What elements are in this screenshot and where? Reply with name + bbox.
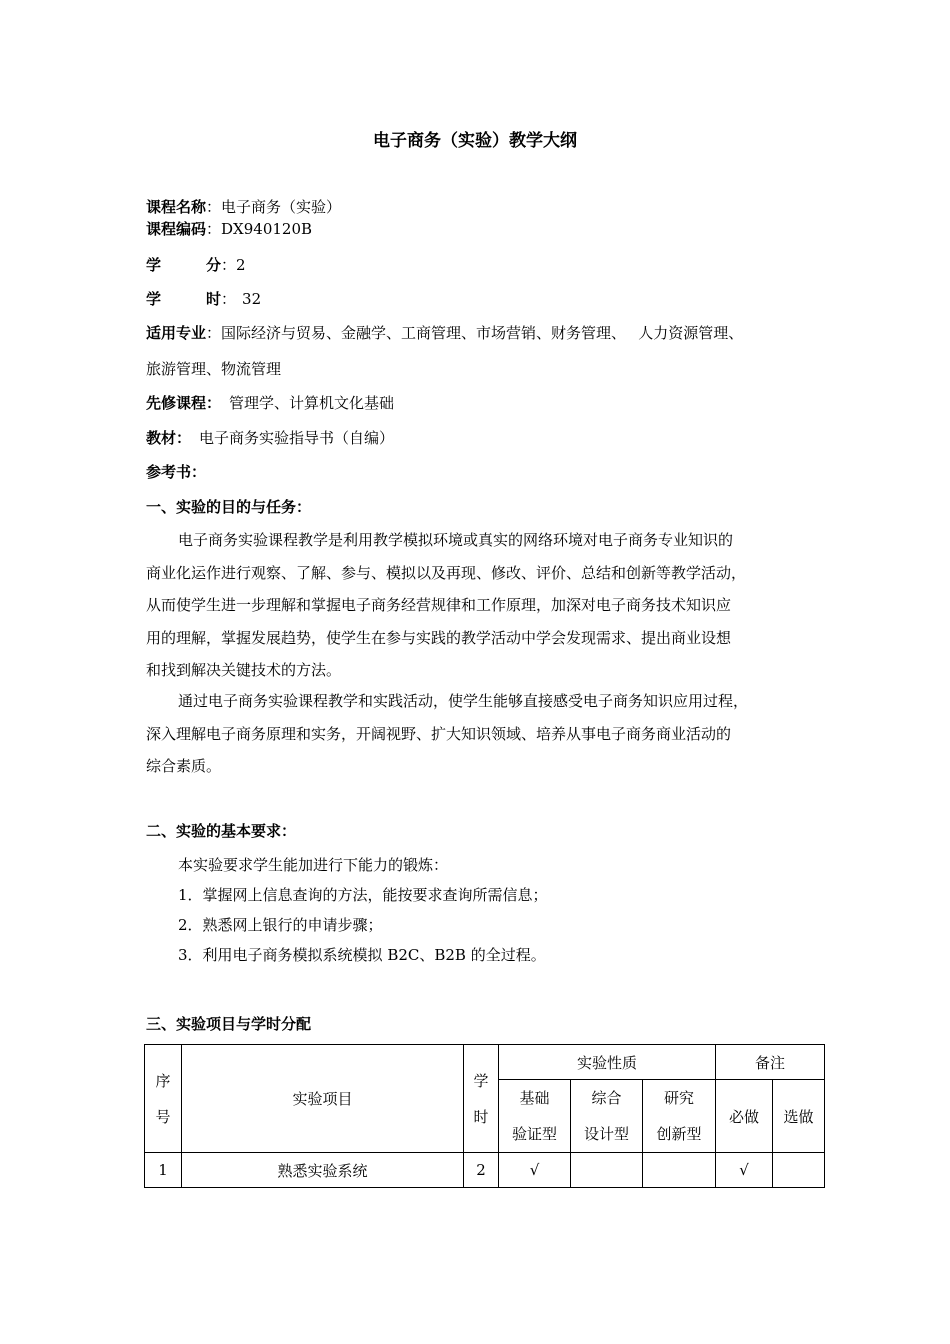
meta-sep: ：: [221, 290, 237, 308]
cell-hours: 2: [464, 1153, 499, 1188]
cell-optional: [773, 1153, 825, 1188]
hours-allocation-table: [144, 1044, 825, 1188]
meta-value: 国际经济与贸易、金融学、工商管理、市场营销、财务管理、 人力资源管理、: [221, 324, 744, 342]
section2-intro: 本实验要求学生能加进行下能力的锻炼：: [178, 856, 449, 874]
meta-value: 电子商务实验指导书（自编）: [199, 429, 395, 447]
cell-research: [643, 1153, 716, 1188]
meta-label: 课程编码: [146, 220, 207, 238]
meta-sep: ：: [206, 198, 222, 216]
table-row: [145, 1153, 825, 1188]
paragraph-line: 用的理解，掌握发展趋势，使学生在参与实践的教学活动中学会发现需求、提出商业设想: [146, 628, 732, 647]
paragraph-line: 和找到解决关键技术的方法。: [146, 661, 342, 679]
header-basic: 基础 验证型: [499, 1080, 571, 1153]
header-comprehensive: 综合 设计型: [571, 1080, 643, 1153]
paragraph-line: 电子商务实验课程教学是利用教学模拟环境或真实的网络环境对电子商务专业知识的: [178, 531, 734, 549]
meta-label: 适用专业: [146, 324, 207, 342]
header-research: 研究 创新型: [643, 1080, 716, 1153]
paragraph-line: 深入理解电子商务原理和实务，开阔视野、扩大知识领域、培养从事电子商务商业活动的: [146, 724, 732, 743]
section1-heading: 一、实验的目的与任务：: [146, 498, 312, 516]
meta-value: 32: [242, 290, 262, 308]
meta-sep: ：: [206, 220, 222, 238]
paragraph-line: 综合素质。: [146, 757, 222, 775]
cell-comprehensive: [571, 1153, 643, 1188]
meta-label: 学 时: [146, 290, 222, 308]
credits-line: [146, 254, 246, 276]
section3-heading: 三、实验项目与学时分配: [146, 1015, 312, 1033]
meta-sep: ：: [221, 256, 237, 274]
majors-continued-line: [146, 358, 281, 380]
paragraph-line: 商业化运作进行观察、了解、参与、模拟以及再现、修改、评价、总结和创新等教学活动，: [146, 563, 747, 582]
meta-value: 管理学、计算机文化基础: [229, 394, 395, 412]
list-item: 1．掌握网上信息查询的方法，能按要求查询所需信息；: [178, 886, 548, 904]
header-note: 备注: [716, 1045, 825, 1080]
section2-heading: 二、实验的基本要求：: [146, 822, 297, 840]
document-title: 电子商务（实验）教学大纲: [373, 131, 577, 151]
paragraph-line: 从而使学生进一步理解和掌握电子商务经营规律和工作原理，加深对电子商务技术知识应: [146, 596, 732, 614]
meta-value: 2: [236, 256, 246, 274]
meta-label: 参考书：: [146, 463, 207, 481]
course-code-line: [146, 218, 312, 240]
header-nature: 实验性质: [499, 1045, 716, 1080]
section1-paragraph-1: [146, 524, 810, 687]
section1-paragraph-2: [146, 685, 810, 783]
meta-value: 旅游管理、物流管理: [146, 360, 282, 378]
prereq-line: [146, 392, 394, 414]
cell-seq: 1: [145, 1153, 182, 1188]
reference-line: [146, 461, 206, 483]
list-item: 2．熟悉网上银行的申请步骤；: [178, 916, 383, 934]
section2-list: [178, 850, 548, 970]
meta-label: 教材：: [146, 429, 192, 447]
cell-required: √: [716, 1153, 773, 1188]
course-name-line: [146, 196, 341, 218]
list-item: 3．利用电子商务模拟系统模拟 B2C、B2B 的全过程。: [178, 946, 546, 964]
meta-label: 课程名称: [146, 198, 207, 216]
header-item: 实验项目: [182, 1045, 464, 1153]
hours-line: [146, 288, 261, 310]
meta-value: 电子商务（实验）: [221, 198, 342, 216]
meta-label: 学 分: [146, 256, 222, 274]
textbook-line: [146, 427, 394, 449]
header-optional: 选做: [773, 1080, 825, 1153]
meta-label: 先修课程：: [146, 394, 222, 412]
header-hours: 学 时: [464, 1045, 499, 1153]
cell-basic: √: [499, 1153, 571, 1188]
header-required: 必做: [716, 1080, 773, 1153]
paragraph-line: 通过电子商务实验课程教学和实践活动，使学生能够直接感受电子商务知识应用过程，: [178, 692, 749, 710]
meta-sep: ：: [206, 324, 222, 342]
majors-line: [146, 322, 743, 344]
cell-item: 熟悉实验系统: [182, 1153, 464, 1188]
meta-value: DX940120B: [221, 220, 313, 238]
header-seq: 序 号: [145, 1045, 182, 1153]
